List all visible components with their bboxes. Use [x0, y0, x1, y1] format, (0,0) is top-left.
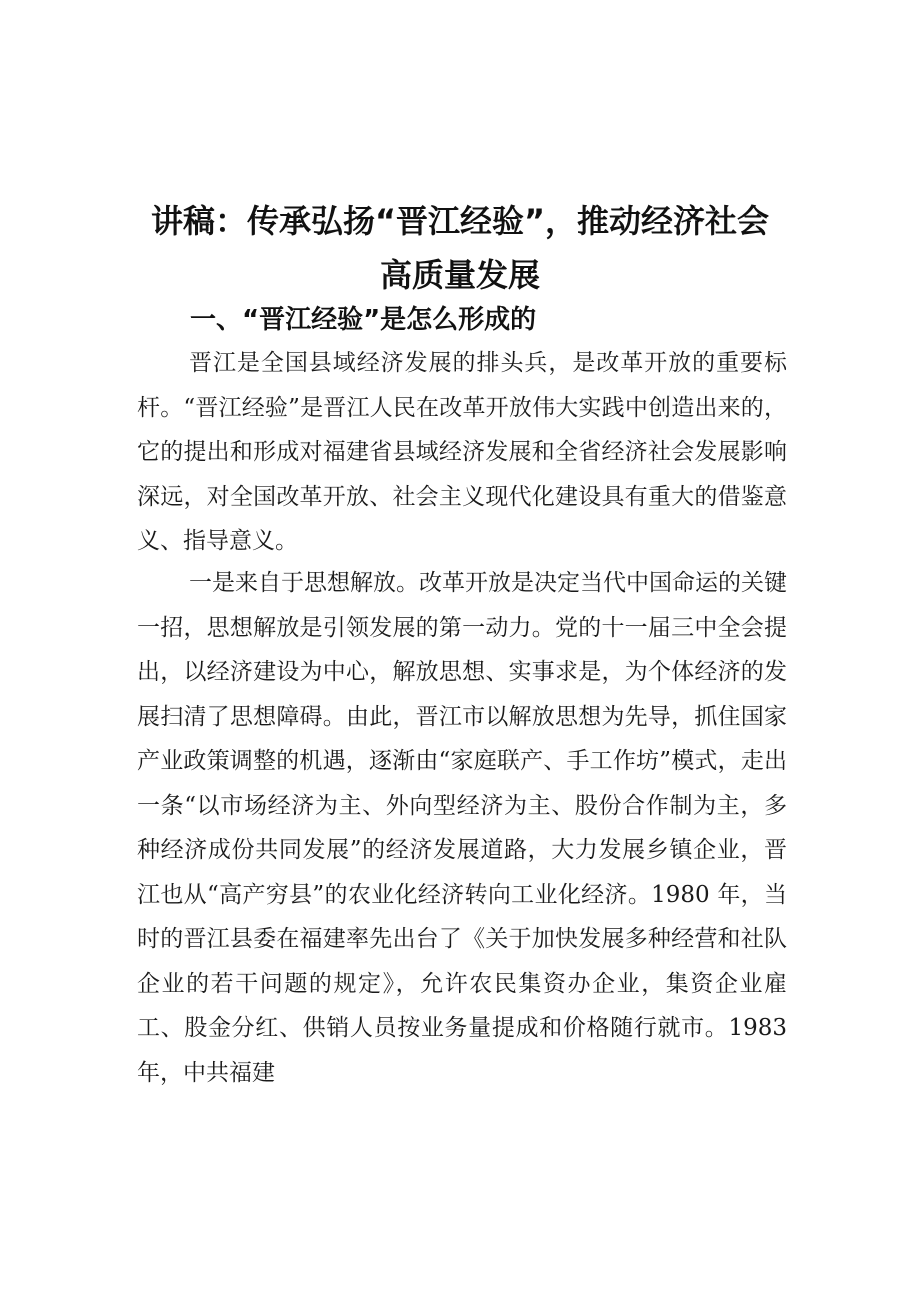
paragraph-thought-liberation: 一是来自于思想解放。改革开放是决定当代中国命运的关键一招，思想解放是引领发展的第一动力。党的十一届三中全会提出，以经济建设为中心，解放思想、实事求是，为个体经济的发展扫清了思想障碍。由此，晋江市以解放思想为先导，抓住国家产业政策调整的机遇，逐渐由“家庭联产、手工作坊”模式，走出一条“以市场经济为主、外向型经济为主、股份合作制为主，多种经济成份共同发展”的经济发展道路，大力发展乡镇企业，晋江也从“高产穷县”的农业化经济转向工业化经济。1980 年，当时的晋江县委在福建率先出台了《关于加快发展多种经营和社队企业的若干问题的规定》，允许农民集资办企业，集资企业雇工、股金分红、供销人员按业务量提成和价格随行就市。1983 年，中共福建: [137, 570, 787, 1086]
section-heading: 一、“晋江经验”是怎么形成的: [190, 305, 537, 335]
document-title: 讲稿：传承弘扬“晋江经验”，推动经济社会高质量发展: [150, 202, 770, 294]
paragraph-intro: 晋江是全国县域经济发展的排头兵，是改革开放的重要标杆。“晋江经验”是晋江人民在改革开放伟大实践中创造出来的，它的提出和形成对福建省县域经济发展和全省经济社会发展影响深远，对全国改革开放、社会主义现代化建设具有重大的借鉴意义、指导意义。: [137, 350, 787, 554]
